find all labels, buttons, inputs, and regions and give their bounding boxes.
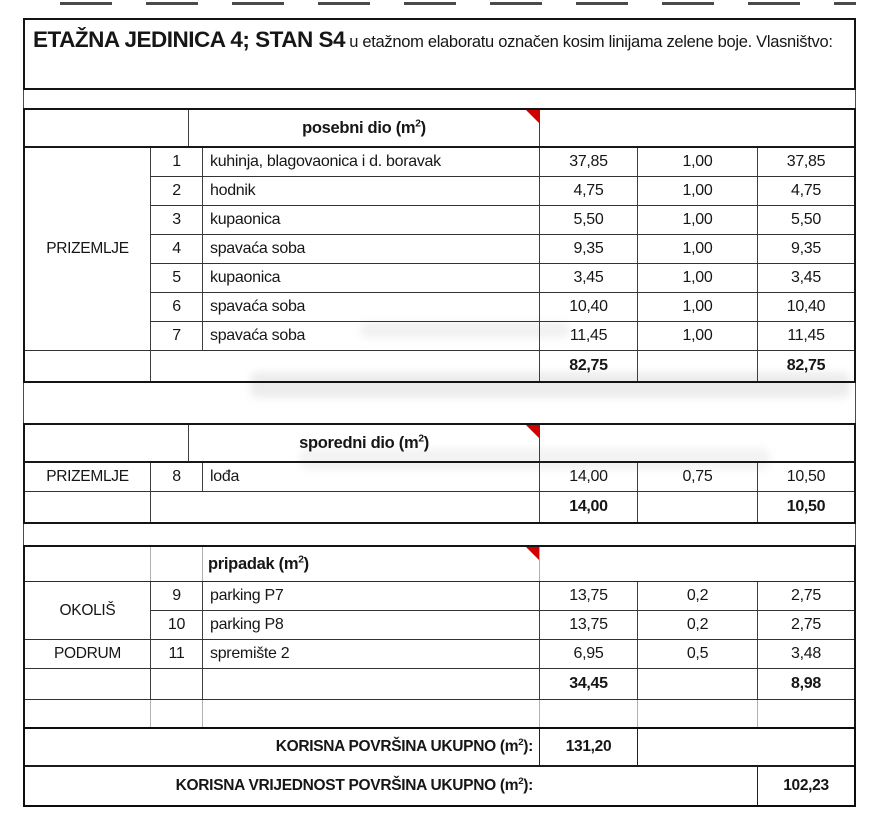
value-cell: 10,40 [757, 293, 854, 322]
total-empty-cell [202, 669, 539, 699]
empty-cell [757, 700, 854, 727]
area-cell: 11,45 [539, 322, 637, 351]
section-header-cell [188, 110, 539, 146]
total-empty-cell [150, 492, 539, 522]
coef-cell: 1,00 [637, 235, 757, 264]
comment-marker-icon [526, 547, 539, 560]
section-header-row [25, 547, 854, 582]
area-cell: 10,40 [539, 293, 637, 322]
coef-cell: 0,75 [637, 463, 757, 492]
unit-title: ETAŽNA JEDINICA 4; STAN S4 [33, 27, 346, 52]
total-empty-cell [25, 351, 150, 381]
total-value-cell: 10,50 [757, 492, 854, 522]
page-crop-marks [60, 2, 856, 5]
floor-label-cell: PRIZEMLJE [25, 148, 150, 351]
total-value-cell: 8,98 [757, 669, 854, 699]
empty-cell [539, 700, 637, 727]
floor-label-cell: PRIZEMLJE [25, 463, 150, 492]
section-header-label: pripadak $(m^2)$ [208, 554, 309, 573]
coef-cell: 1,00 [637, 148, 757, 177]
header-empty-cell [539, 110, 854, 146]
value-cell: 2,75 [757, 611, 854, 640]
header-empty-cell [25, 110, 188, 146]
floor-label-cell: PODRUM [25, 640, 150, 669]
summary-empty-cell [539, 767, 757, 805]
area-cell: 9,35 [539, 235, 637, 264]
unit-subtitle: u etažnom elaboratu označen kosim linijama zelene boje. Vlasništvo: [349, 33, 833, 51]
summary-label: KORISNA VRIJEDNOST POVRŠINA UKUPNO $(m^2)$: [175, 775, 533, 794]
section-header-cell [202, 547, 539, 581]
total-value-cell: 82,75 [757, 351, 854, 381]
title-block [23, 18, 856, 90]
area-cell: 3,45 [539, 264, 637, 293]
total-empty-cell [25, 669, 150, 699]
section-body [25, 582, 854, 669]
total-area-cell: 82,75 [539, 351, 637, 381]
row-number-cell: 11 [150, 640, 202, 669]
coef-cell: 0,2 [637, 582, 757, 611]
section-header-label: posebni dio $(m^2)$ [302, 118, 426, 137]
total-empty-cell [637, 351, 757, 381]
comment-marker-icon [526, 425, 539, 438]
section-header-row [25, 110, 854, 148]
coef-cell: 1,00 [637, 177, 757, 206]
area-cell: 37,85 [539, 148, 637, 177]
section-total-row [25, 492, 854, 522]
header-empty-cell [25, 547, 150, 581]
section-header-label: sporedni dio $(m^2)$ [299, 433, 429, 452]
value-cell: 3,45 [757, 264, 854, 293]
room-desc-cell: parking P7 [202, 582, 539, 611]
total-empty-cell [25, 492, 150, 522]
area-cell: 4,75 [539, 177, 637, 206]
empty-cell [202, 700, 539, 727]
row-number-cell: 8 [150, 463, 202, 492]
section-sporedni-dio [23, 423, 856, 524]
room-desc-cell: spavaća soba [202, 293, 539, 322]
row-number-cell: 6 [150, 293, 202, 322]
empty-cell [637, 700, 757, 727]
summary-block [23, 727, 856, 807]
comment-marker-icon [526, 110, 539, 123]
row-number-cell: 4 [150, 235, 202, 264]
header-empty-cell [25, 425, 188, 461]
floor-label-cell: OKOLIŠ [25, 582, 150, 640]
room-desc-cell: kupaonica [202, 206, 539, 235]
room-desc-cell: spavaća soba [202, 322, 539, 351]
header-empty-cell [539, 425, 854, 461]
section-total-row [25, 669, 854, 699]
row-number-cell: 9 [150, 582, 202, 611]
summary-area-value: 131,20 [539, 729, 637, 765]
total-empty-cell [637, 492, 757, 522]
total-empty-cell [150, 669, 202, 699]
summary-empty-cell [637, 729, 854, 765]
row-number-cell: 10 [150, 611, 202, 640]
summary-total-value: 102,23 [757, 767, 854, 805]
coef-cell: 0,2 [637, 611, 757, 640]
total-area-cell: 14,00 [539, 492, 637, 522]
area-cell: 13,75 [539, 611, 637, 640]
spacer-row [23, 90, 856, 108]
room-desc-cell: parking P8 [202, 611, 539, 640]
value-cell: 3,48 [757, 640, 854, 669]
summary-row-value [25, 767, 854, 805]
area-cell: 13,75 [539, 582, 637, 611]
value-cell: 2,75 [757, 582, 854, 611]
row-number-cell: 1 [150, 148, 202, 177]
coef-cell: 1,00 [637, 264, 757, 293]
room-desc-cell: spremište 2 [202, 640, 539, 669]
total-empty-cell [637, 669, 757, 699]
value-cell: 5,50 [757, 206, 854, 235]
total-area-cell: 34,45 [539, 669, 637, 699]
section-pripadak [23, 545, 856, 727]
header-empty-cell [539, 547, 854, 581]
summary-row-area [25, 729, 854, 767]
area-cell: 5,50 [539, 206, 637, 235]
row-number-cell: 5 [150, 264, 202, 293]
room-desc-cell: hodnik [202, 177, 539, 206]
coef-cell: 1,00 [637, 322, 757, 351]
row-number-cell: 2 [150, 177, 202, 206]
room-desc-cell: kuhinja, blagovaonica i d. boravak [202, 148, 539, 177]
section-total-row [25, 351, 854, 381]
coef-cell: 1,00 [637, 293, 757, 322]
room-desc-cell: kupaonica [202, 264, 539, 293]
section-header-cell [188, 425, 539, 461]
empty-grid-row [25, 699, 854, 727]
value-cell: 11,45 [757, 322, 854, 351]
area-cell: 6,95 [539, 640, 637, 669]
section-body [25, 463, 854, 492]
spacer-row [23, 383, 856, 423]
coef-cell: 0,5 [637, 640, 757, 669]
section-body [25, 148, 854, 351]
header-empty-cell [150, 547, 202, 581]
total-empty-cell [150, 351, 539, 381]
empty-cell [150, 700, 202, 727]
room-desc-cell: lođa [202, 463, 539, 492]
value-cell: 9,35 [757, 235, 854, 264]
spacer-row [23, 524, 856, 545]
row-number-cell: 3 [150, 206, 202, 235]
row-number-cell: 7 [150, 322, 202, 351]
value-cell: 4,75 [757, 177, 854, 206]
document [23, 18, 856, 807]
section-header-row [25, 425, 854, 463]
coef-cell: 1,00 [637, 206, 757, 235]
value-cell: 10,50 [757, 463, 854, 492]
section-posebni-dio [23, 108, 856, 383]
empty-cell [25, 700, 150, 727]
area-cell: 14,00 [539, 463, 637, 492]
value-cell: 37,85 [757, 148, 854, 177]
room-desc-cell: spavaća soba [202, 235, 539, 264]
summary-label: KORISNA POVRŠINA UKUPNO $(m^2)$: [275, 736, 533, 755]
